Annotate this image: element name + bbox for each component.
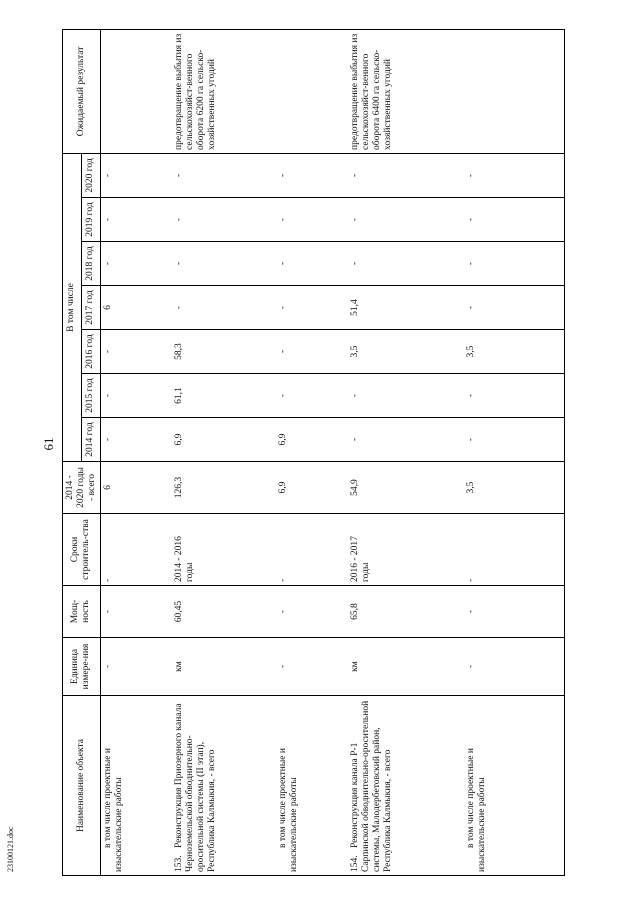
cell-y2020: - [348, 153, 464, 197]
cell-name [348, 696, 464, 876]
cell-y2018: - [276, 242, 348, 286]
header-name: Наименование объекта [63, 696, 101, 876]
cell-y2016: - [100, 330, 172, 374]
cell-unit: км [348, 638, 464, 696]
cell-total: 126,3 [172, 462, 276, 514]
cell-total: 54,9 [348, 462, 464, 514]
cell-terms: 2016 - 2017 годы [348, 514, 464, 586]
cell-unit: - [464, 638, 564, 696]
table-row [276, 29, 348, 875]
cell-total: 3,5 [464, 462, 564, 514]
cell-result [464, 29, 564, 153]
cell-name [464, 696, 564, 876]
cell-y2014: - [348, 418, 464, 462]
rotated-table-container [62, 30, 592, 876]
header-total: 2014 - 2020 годы - всего [63, 462, 101, 514]
cell-y2015: - [100, 374, 172, 418]
cell-power: 60,45 [172, 586, 276, 638]
cell-y2017: 6 [100, 286, 172, 330]
program-table [62, 29, 565, 876]
table-row [348, 29, 464, 875]
table-row [100, 29, 172, 875]
header-unit: Единица измере-ния [63, 638, 101, 696]
header-year: 2015 год [81, 374, 100, 418]
cell-y2020: - [276, 153, 348, 197]
cell-terms: - [100, 514, 172, 586]
header-year: 2016 год [81, 330, 100, 374]
row-number: 153. [174, 855, 185, 872]
cell-y2015: - [276, 374, 348, 418]
header-year: 2019 год [81, 198, 100, 242]
cell-result [276, 29, 348, 153]
cell-y2016: 3,5 [348, 330, 464, 374]
cell-y2015: 61,1 [172, 374, 276, 418]
cell-unit: км [172, 638, 276, 696]
cell-name [172, 696, 276, 876]
cell-y2018: - [100, 242, 172, 286]
cell-total: 6 [100, 462, 172, 514]
cell-y2018: - [172, 242, 276, 286]
cell-y2015: - [464, 374, 564, 418]
cell-y2014: - [464, 418, 564, 462]
cell-y2020: - [172, 153, 276, 197]
cell-y2019: - [172, 198, 276, 242]
cell-result: предотвращение выбытия из сельскохозяйст-венного оборота 6400 га сельско-хозяйственных угодий [348, 29, 464, 153]
cell-y2019: - [100, 198, 172, 242]
cell-y2016: - [276, 330, 348, 374]
cell-y2019: - [464, 198, 564, 242]
object-name: Реконструкция канала Р-1 Сарпинской обводнительно-оросительной системы, Малодербетовский район, Республика Калмыкия, - всего [350, 698, 394, 872]
cell-name [276, 696, 348, 876]
cell-y2019: - [276, 198, 348, 242]
cell-power: 65,8 [348, 586, 464, 638]
row-number: 154. [350, 855, 361, 872]
cell-y2018: - [348, 242, 464, 286]
cell-y2015: - [348, 374, 464, 418]
cell-power: - [100, 586, 172, 638]
cell-y2016: 3,5 [464, 330, 564, 374]
cell-y2020: - [464, 153, 564, 197]
cell-terms: - [276, 514, 348, 586]
header-year: 2018 год [81, 242, 100, 286]
header-incl: В том числе [63, 153, 82, 461]
header-result: Ожидаемый результат [63, 29, 101, 153]
object-name: Реконструкция Приозерного канала Черноземельской обводнительно-оросительной системы (II этап), Республика Калмыкия, - всего [174, 701, 218, 872]
cell-y2019: - [348, 198, 464, 242]
table-header [63, 29, 101, 875]
cell-y2018: - [464, 242, 564, 286]
cell-y2014: 6,9 [172, 418, 276, 462]
cell-unit: - [100, 638, 172, 696]
cell-y2020: - [100, 153, 172, 197]
header-year: 2020 год [81, 153, 100, 197]
cell-power: - [276, 586, 348, 638]
page-number: 61 [41, 437, 56, 451]
cell-result [100, 29, 172, 153]
table-row [172, 29, 276, 875]
cell-total: 6,9 [276, 462, 348, 514]
cell-name [100, 696, 172, 876]
cell-y2014: 6,9 [276, 418, 348, 462]
cell-terms: - [464, 514, 564, 586]
cell-power: - [464, 586, 564, 638]
header-year: 2017 год [81, 286, 100, 330]
cell-y2017: - [464, 286, 564, 330]
table-body [100, 29, 564, 875]
header-year: 2014 год [81, 418, 100, 462]
object-name: в том числе проектные и изыскательские работы [466, 745, 488, 872]
object-name: в том числе проектные и изыскательские работы [102, 745, 124, 872]
header-power: Мощ-ность [63, 586, 101, 638]
cell-result: предотвращение выбытия из сельскохозяйст-венного оборота 6200 га сельско-хозяйственных угодий [172, 29, 276, 153]
footer-filename: 23100121.doc [6, 826, 15, 872]
cell-y2014: - [100, 418, 172, 462]
cell-y2017: - [172, 286, 276, 330]
cell-terms: 2014 - 2016 годы [172, 514, 276, 586]
cell-y2017: - [276, 286, 348, 330]
cell-y2017: 51,4 [348, 286, 464, 330]
cell-unit: - [276, 638, 348, 696]
cell-y2016: 58,3 [172, 330, 276, 374]
header-terms: Сроки строитель-ства [63, 514, 101, 586]
table-row [464, 29, 564, 875]
object-name: в том числе проектные и изыскательские работы [278, 745, 300, 872]
